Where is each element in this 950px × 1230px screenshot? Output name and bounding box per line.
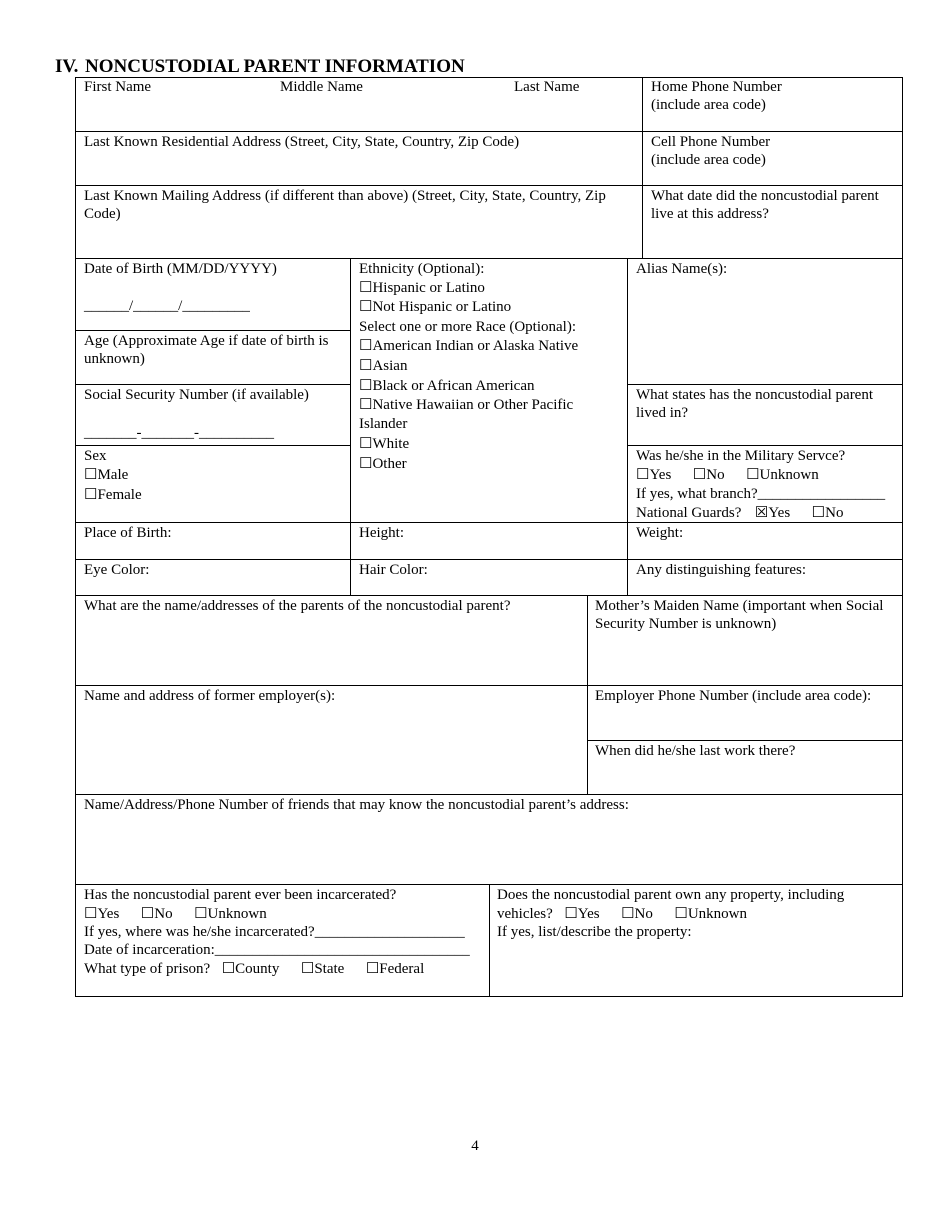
ssn-field[interactable]: _______-_______-__________: [84, 425, 274, 441]
section-title: [55, 56, 465, 78]
option-label: Female: [97, 487, 142, 503]
divider: [642, 77, 643, 259]
military-option-unknown[interactable]: [746, 467, 819, 483]
ssn-label: Social Security Number (if available): [84, 387, 309, 403]
home-phone-label: Home Phone Number: [651, 79, 782, 95]
military-question: Was he/she in the Military Servce?: [636, 448, 846, 464]
race-option-native-hawaiian[interactable]: [359, 396, 573, 415]
divider: [75, 185, 903, 186]
option-label: Asian: [372, 358, 408, 374]
ethnicity-label: Ethnicity (Optional):: [359, 261, 485, 277]
section-number: IV.: [55, 56, 79, 77]
option-label: White: [372, 436, 410, 452]
checkbox-icon: ☐: [359, 456, 373, 472]
checkbox-icon: ☐: [359, 436, 373, 452]
prison-option-county[interactable]: [222, 961, 280, 977]
mailing-address-label: Last Known Mailing Address (if different than above) (Street, City, State, Country, Zip: [84, 188, 606, 204]
option-label: No: [706, 467, 725, 483]
checkbox-icon: ☐: [300, 961, 315, 977]
address-date-label-cont: live at this address?: [651, 206, 769, 222]
divider: [75, 794, 903, 795]
prison-option-state[interactable]: [301, 961, 344, 977]
option-label: Black or African American: [372, 378, 535, 394]
divider: [587, 740, 903, 741]
hair-color-label: Hair Color:: [359, 562, 428, 578]
mailing-address-label-cont: Code): [84, 206, 121, 222]
home-phone-sublabel: (include area code): [651, 97, 766, 113]
divider: [75, 330, 351, 331]
option-label: Unknown: [207, 906, 267, 922]
checkbox-icon: ☐: [636, 467, 650, 483]
parents-label: What are the name/addresses of the parents of the noncustodial parent?: [84, 598, 511, 614]
property-option-yes[interactable]: [564, 906, 599, 922]
middle-name-label: Middle Name: [280, 79, 363, 95]
military-options: [636, 466, 819, 485]
race-option-other[interactable]: [359, 455, 407, 474]
incarceration-options: [84, 905, 267, 924]
option-label: Unknown: [687, 906, 748, 922]
checkbox-icon: ☐: [140, 906, 155, 922]
prison-type-label: What type of prison?: [84, 961, 211, 977]
checkbox-icon: ☐: [194, 906, 208, 922]
option-label: No: [825, 505, 844, 521]
option-label: Yes: [649, 467, 672, 483]
table-border-bottom: [75, 996, 903, 997]
race-option-black[interactable]: [359, 377, 534, 396]
checkbox-icon: ☐: [359, 338, 373, 354]
divider: [587, 595, 588, 794]
dob-field[interactable]: ______/______/_________: [84, 298, 250, 314]
states-label: What states has the noncustodial parent: [636, 387, 874, 403]
first-name-label: First Name: [84, 79, 152, 95]
checkbox-icon: ☐: [84, 487, 98, 503]
race-option-american-indian[interactable]: [359, 337, 578, 356]
address-date-label: What date did the noncustodial parent: [651, 188, 879, 204]
age-label-cont: unknown): [84, 351, 145, 367]
eye-color-label: Eye Color:: [84, 562, 150, 578]
checkbox-icon: ☐: [359, 397, 373, 413]
divider: [489, 884, 490, 996]
checkbox-icon: ☐: [564, 906, 578, 922]
prison-option-federal[interactable]: [366, 961, 424, 977]
ethnicity-option-not-hispanic[interactable]: [359, 298, 511, 317]
divider: [75, 595, 903, 596]
national-guards-no[interactable]: [812, 505, 844, 521]
dob-label: Date of Birth (MM/DD/YYYY): [84, 261, 277, 277]
option-label: Yes: [768, 505, 791, 521]
states-label-cont: lived in?: [636, 405, 689, 421]
national-guards-label: National Guards?: [636, 505, 742, 521]
height-label: Height:: [359, 525, 404, 541]
checked-checkbox-icon: ☒: [754, 505, 769, 521]
option-label: Federal: [379, 961, 425, 977]
divider: [75, 384, 351, 385]
checkbox-icon: ☐: [84, 906, 98, 922]
military-option-yes[interactable]: [636, 467, 671, 483]
option-label: American Indian or Alaska Native: [372, 338, 579, 354]
place-of-birth-label: Place of Birth:: [84, 525, 172, 541]
option-label: Male: [97, 467, 129, 483]
checkbox-icon: ☐: [359, 299, 373, 315]
option-label: Other: [372, 456, 407, 472]
option-label: Unknown: [759, 467, 819, 483]
page-number: 4: [471, 1138, 479, 1154]
last-worked-label: When did he/she last work there?: [595, 743, 796, 759]
friends-label: Name/Address/Phone Number of friends that may know the noncustodial parent’s address:: [84, 797, 629, 813]
former-employer-label: Name and address of former employer(s):: [84, 688, 336, 704]
section-title-text: NONCUSTODIAL PARENT INFORMATION: [85, 56, 465, 77]
race-option-asian[interactable]: [359, 357, 407, 376]
divider: [75, 131, 903, 132]
checkbox-icon: ☐: [221, 961, 236, 977]
checkbox-icon: ☐: [621, 906, 635, 922]
option-label: Yes: [97, 906, 120, 922]
checkbox-icon: ☐: [692, 467, 707, 483]
incarceration-option-yes[interactable]: [84, 906, 119, 922]
employer-phone-label: Employer Phone Number (include area code):: [595, 688, 872, 704]
cell-phone-sublabel: (include area code): [651, 152, 766, 168]
incarceration-date-field[interactable]: Date of incarceration:__________________________________: [84, 942, 470, 958]
checkbox-icon: ☐: [359, 378, 373, 394]
national-guards-row: [636, 504, 843, 523]
prison-type-row: [84, 960, 424, 979]
race-label: Select one or more Race (Optional):: [359, 319, 577, 335]
residential-address-label: Last Known Residential Address (Street, City, State, Country, Zip Code): [84, 134, 520, 150]
option-label: County: [235, 961, 280, 977]
option-label: Hispanic or Latino: [372, 280, 485, 296]
last-name-label: Last Name: [514, 79, 580, 95]
property-question: Does the noncustodial parent own any property, including: [497, 887, 845, 903]
ethnicity-option-hispanic[interactable]: [359, 279, 485, 298]
divider: [627, 384, 903, 385]
property-option-no[interactable]: [621, 906, 653, 922]
option-label: Not Hispanic or Latino: [372, 299, 512, 315]
incarceration-location-field[interactable]: If yes, where was he/she incarcerated?____________________: [84, 924, 465, 940]
incarceration-option-unknown[interactable]: [194, 906, 267, 922]
divider: [75, 685, 903, 686]
table-border-right: [902, 77, 903, 997]
divider: [627, 258, 628, 595]
incarceration-question: Has the noncustodial parent ever been incarcerated?: [84, 887, 397, 903]
option-label: Yes: [577, 906, 600, 922]
table-border-left: [75, 77, 76, 997]
divider: [75, 445, 351, 446]
property-question-row: [497, 905, 747, 924]
race-option-native-hawaiian-cont: Islander: [359, 416, 408, 432]
checkbox-icon: ☐: [365, 961, 380, 977]
divider: [75, 559, 903, 560]
option-label: Native Hawaiian or Other Pacific: [372, 397, 574, 413]
divider: [75, 258, 903, 259]
alias-label: Alias Name(s):: [636, 261, 728, 277]
national-guards-yes[interactable]: [755, 505, 790, 521]
divider: [350, 258, 351, 595]
property-option-unknown[interactable]: [674, 906, 747, 922]
checkbox-icon: ☐: [674, 906, 688, 922]
checkbox-icon: ☐: [811, 505, 826, 521]
option-label: No: [634, 906, 653, 922]
option-label: No: [154, 906, 173, 922]
cell-phone-label: Cell Phone Number: [651, 134, 771, 150]
sex-option-male[interactable]: [84, 466, 128, 485]
military-branch-field[interactable]: If yes, what branch?_________________: [636, 486, 886, 502]
weight-label: Weight:: [636, 525, 684, 541]
distinguishing-features-label: Any distinguishing features:: [636, 562, 806, 578]
age-label: Age (Approximate Age if date of birth is: [84, 333, 329, 349]
divider: [627, 445, 903, 446]
property-question-cont: vehicles?: [497, 906, 553, 922]
checkbox-icon: ☐: [746, 467, 760, 483]
incarceration-option-no[interactable]: [141, 906, 173, 922]
military-option-no[interactable]: [693, 467, 725, 483]
race-option-white[interactable]: [359, 435, 409, 454]
checkbox-icon: ☐: [359, 280, 373, 296]
checkbox-icon: ☐: [359, 358, 373, 374]
mother-maiden-name-label: Mother’s Maiden Name (important when Social: [595, 598, 884, 614]
mother-maiden-name-label-cont: Security Number is unknown): [595, 616, 777, 632]
property-describe-label: If yes, list/describe the property:: [497, 924, 692, 940]
sex-label: Sex: [84, 448, 107, 464]
sex-option-female[interactable]: [84, 486, 142, 505]
option-label: State: [314, 961, 345, 977]
checkbox-icon: ☐: [84, 467, 98, 483]
